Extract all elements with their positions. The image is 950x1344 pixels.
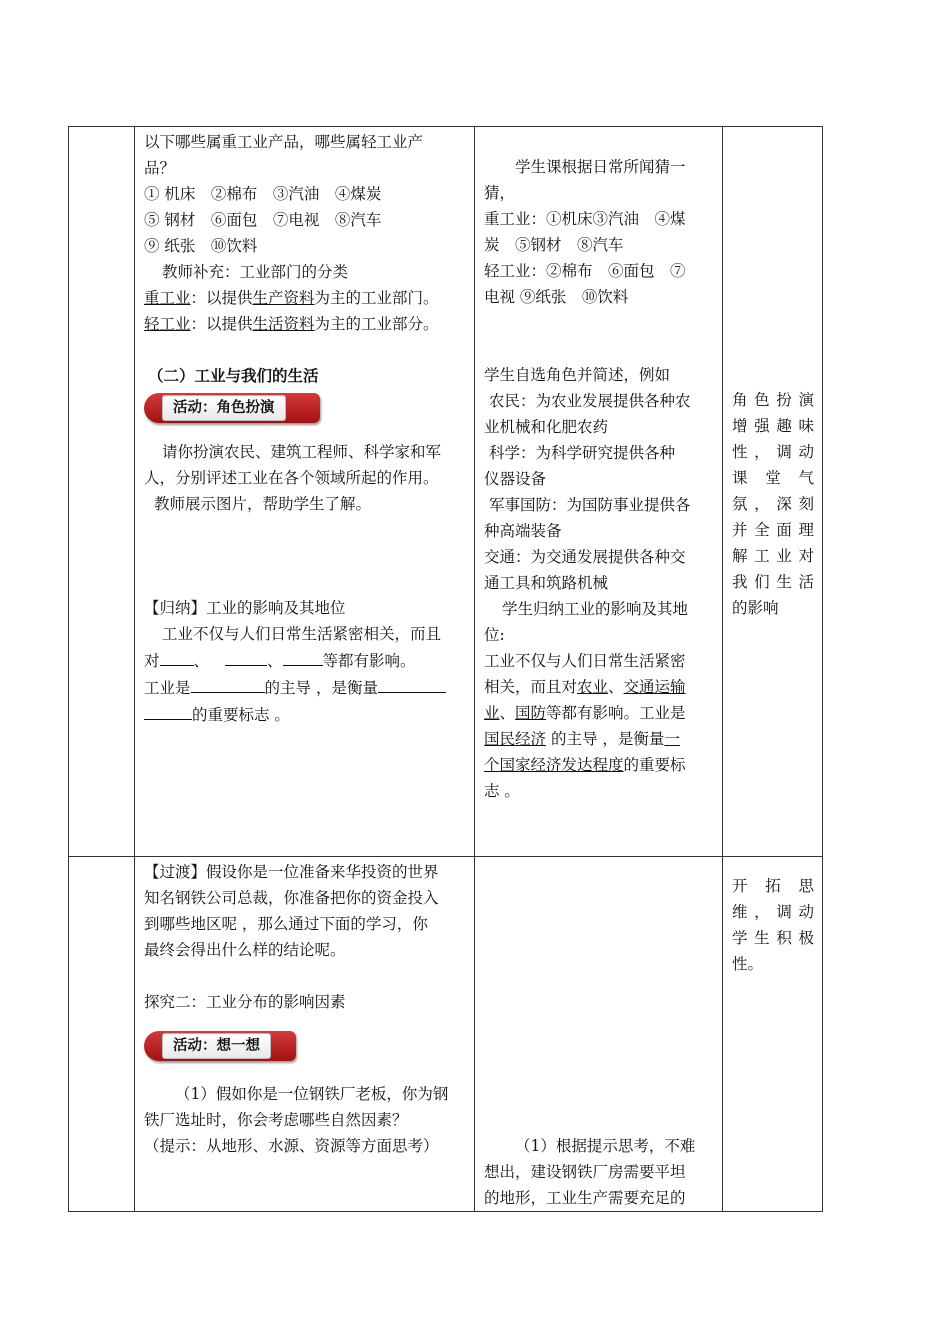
answer-term: 一 xyxy=(664,730,680,748)
student-summary xyxy=(484,674,714,700)
summary-text: 的主导 ，是衡量 xyxy=(264,679,378,697)
activity-label: 活动：想一想 xyxy=(162,1033,271,1059)
roleplay-instruction: 请你扮演农民、建筑工程师、科学家和军 xyxy=(162,443,442,461)
answer-term: 国防 xyxy=(515,704,547,722)
teacher-supplement: 教师补充：工业部门的分类 xyxy=(162,263,349,281)
fill-in-blank[interactable] xyxy=(160,647,194,666)
summary-fill-in xyxy=(144,674,466,701)
fill-in-blank[interactable] xyxy=(378,674,446,693)
intent-line: 的影响 xyxy=(732,599,779,617)
summary-text: 的重要标志 。 xyxy=(192,706,290,724)
fill-in-blank[interactable] xyxy=(144,701,192,720)
intent-line: 增强趣味 xyxy=(732,417,814,435)
stage-cell xyxy=(69,127,135,857)
summary-text: 对 xyxy=(144,652,160,670)
intent-line: 我们生活 xyxy=(732,573,814,591)
student-heavy-answer: 重工业：①机床③汽油 ④煤 xyxy=(484,210,686,228)
inquiry-title: 探究二：工业分布的影响因素 xyxy=(144,993,346,1011)
fill-in-blank[interactable] xyxy=(283,647,323,666)
summary-text: 的重要标 xyxy=(623,756,686,774)
transition-text: 知名钢铁公司总裁，你准备把你的资金投入 xyxy=(144,889,439,907)
roleplay-instruction: 人，分别评述工业在各个领域所起的作用。 xyxy=(144,469,439,487)
summary-text: 相关，而且对 xyxy=(484,678,578,696)
student-activity-cell xyxy=(475,127,723,857)
stage-cell xyxy=(69,857,135,1212)
student-summary xyxy=(484,726,714,752)
student-guess: 学生课根据日常所闻猜一 xyxy=(515,158,686,176)
role-science: 仪器设备 xyxy=(484,470,547,488)
role-traffic: 交通：为交通发展提供各种交 xyxy=(484,548,686,566)
student-summary xyxy=(484,752,714,778)
student-summary: 学生归纳工业的影响及其地 xyxy=(502,600,689,618)
definition-text: 为主的工业部分。 xyxy=(314,315,439,333)
light-industry-term: 轻工业 xyxy=(144,315,191,333)
intent-line: 角色扮演 xyxy=(732,391,814,409)
question-line: 品？ xyxy=(144,159,176,177)
table-row xyxy=(69,857,823,1212)
teacher-activity-cell xyxy=(135,857,475,1212)
summary-text: 、 xyxy=(499,704,516,722)
summary-fill-in xyxy=(144,647,466,674)
key-term: 生活资料 xyxy=(252,315,315,333)
role-intro: 学生自选角色并简述，例如 xyxy=(484,366,671,384)
design-intent-cell xyxy=(723,857,823,1212)
summary-text: 的主导 ，是衡量 xyxy=(546,730,665,748)
intent-line: 性，调动 xyxy=(732,443,814,461)
light-industry-definition xyxy=(144,311,466,337)
student-activity-cell xyxy=(475,857,723,1212)
answer-term: 国民经济 xyxy=(484,730,547,748)
intent-line: 性。 xyxy=(732,955,764,973)
summary-fill-in xyxy=(144,701,466,728)
activity-label: 活动：角色扮演 xyxy=(162,395,286,421)
definition-text: ：以提供 xyxy=(190,315,253,333)
heavy-industry-term: 重工业 xyxy=(144,289,191,307)
transition-text: 最终会得出什么样的结论呢。 xyxy=(144,941,346,959)
intent-line: 维，调动 xyxy=(732,903,814,921)
role-military: 种高端装备 xyxy=(484,522,562,540)
fill-in-blank[interactable] xyxy=(225,647,267,666)
summary-text: 工业不仅与人们日常生活紧密相关，而且 xyxy=(162,625,442,643)
table-row xyxy=(69,127,823,857)
answer-term: 农业 xyxy=(577,678,609,696)
heavy-industry-definition xyxy=(144,285,466,311)
summary-text: 等都有影响。 xyxy=(322,652,416,670)
design-intent-text xyxy=(723,857,822,977)
intent-line: 学生积极 xyxy=(732,929,814,947)
intent-line: 开 拓 思 xyxy=(732,877,814,895)
question-text: 铁厂选址时，你会考虑哪些自然因素？ xyxy=(144,1111,408,1129)
student-answer: 的地形，工业生产需要充足的 xyxy=(484,1189,686,1207)
student-heavy-answer: 炭 ⑤钢材 ⑧汽车 xyxy=(484,236,624,254)
intent-line: 并全面理 xyxy=(732,521,814,539)
student-answer: （1）根据提示思考，不难 xyxy=(515,1137,696,1155)
key-term: 生产资料 xyxy=(252,289,315,307)
intent-line: 课堂气 xyxy=(732,469,814,487)
intent-line: 氛，深刻 xyxy=(732,495,814,513)
role-farmer: 农民：为农业发展提供各种农 xyxy=(489,392,691,410)
product-list-line: ⑤ 钢材 ⑥面包 ⑦电视 ⑧汽车 xyxy=(144,211,382,229)
question-line: 以下哪些属重工业产品，哪些属轻工业产 xyxy=(144,133,424,151)
answer-term: 业 xyxy=(484,704,500,722)
student-light-answer: 轻工业：②棉布 ⑥面包 ⑦ xyxy=(484,262,686,280)
role-traffic: 通工具和筑路机械 xyxy=(484,574,609,592)
section-title: （二）工业与我们的生活 xyxy=(148,366,319,385)
student-summary: 位: xyxy=(484,626,505,644)
definition-text: 为主的工业部门。 xyxy=(314,289,439,307)
hint-text: （提示：从地形、水源、资源等方面思考） xyxy=(144,1137,439,1155)
activity-banner-roleplay xyxy=(144,391,286,425)
student-light-answer: 电视 ⑨纸张 ⑩饮料 xyxy=(484,288,629,306)
product-list-line: ⑨ 纸张 ⑩饮料 xyxy=(144,237,258,255)
teacher-shows-pictures: 教师展示图片，帮助学生了解。 xyxy=(154,495,372,513)
lesson-plan-table xyxy=(68,126,823,1212)
summary-text: 、 xyxy=(193,652,210,670)
fill-in-blank[interactable] xyxy=(191,674,265,693)
question-text: （1）假如你是一位钢铁厂老板，你为钢 xyxy=(175,1085,449,1103)
transition-text: 【过渡】假设你是一位准备来华投资的世界 xyxy=(144,863,439,881)
student-summary: 工业不仅与人们日常生活紧密 xyxy=(484,652,686,670)
transition-text: 到哪些地区呢 ，那么通过下面的学习，你 xyxy=(144,915,428,933)
product-list-line: ① 机床 ②棉布 ③汽油 ④煤炭 xyxy=(144,185,382,203)
student-summary: 志 。 xyxy=(484,782,520,800)
answer-term: 个国家经济发达程度 xyxy=(484,756,624,774)
role-science: 科学：为科学研究提供各种 xyxy=(489,444,676,462)
design-intent-text xyxy=(723,127,822,621)
design-intent-cell xyxy=(723,127,823,857)
role-military: 军事国防：为国防事业提供各 xyxy=(489,496,691,514)
intent-line: 解工业对 xyxy=(732,547,814,565)
student-summary xyxy=(484,700,714,726)
student-answer: 想出，建设钢铁厂房需要平坦 xyxy=(484,1163,686,1181)
answer-term: 交通运输 xyxy=(623,678,686,696)
definition-text: ：以提供 xyxy=(190,289,253,307)
summary-text: 、 xyxy=(608,678,624,696)
summary-text: 工业是 xyxy=(144,679,191,697)
activity-banner-think xyxy=(144,1029,271,1063)
student-guess: 猜， xyxy=(484,184,516,202)
summary-title: 【归纳】工业的影响及其地位 xyxy=(144,599,346,617)
role-farmer: 业机械和化肥农药 xyxy=(484,418,609,436)
summary-text: 、 xyxy=(267,652,283,670)
summary-text: 等都有影响。工业是 xyxy=(546,704,686,722)
teacher-activity-cell xyxy=(135,127,475,857)
